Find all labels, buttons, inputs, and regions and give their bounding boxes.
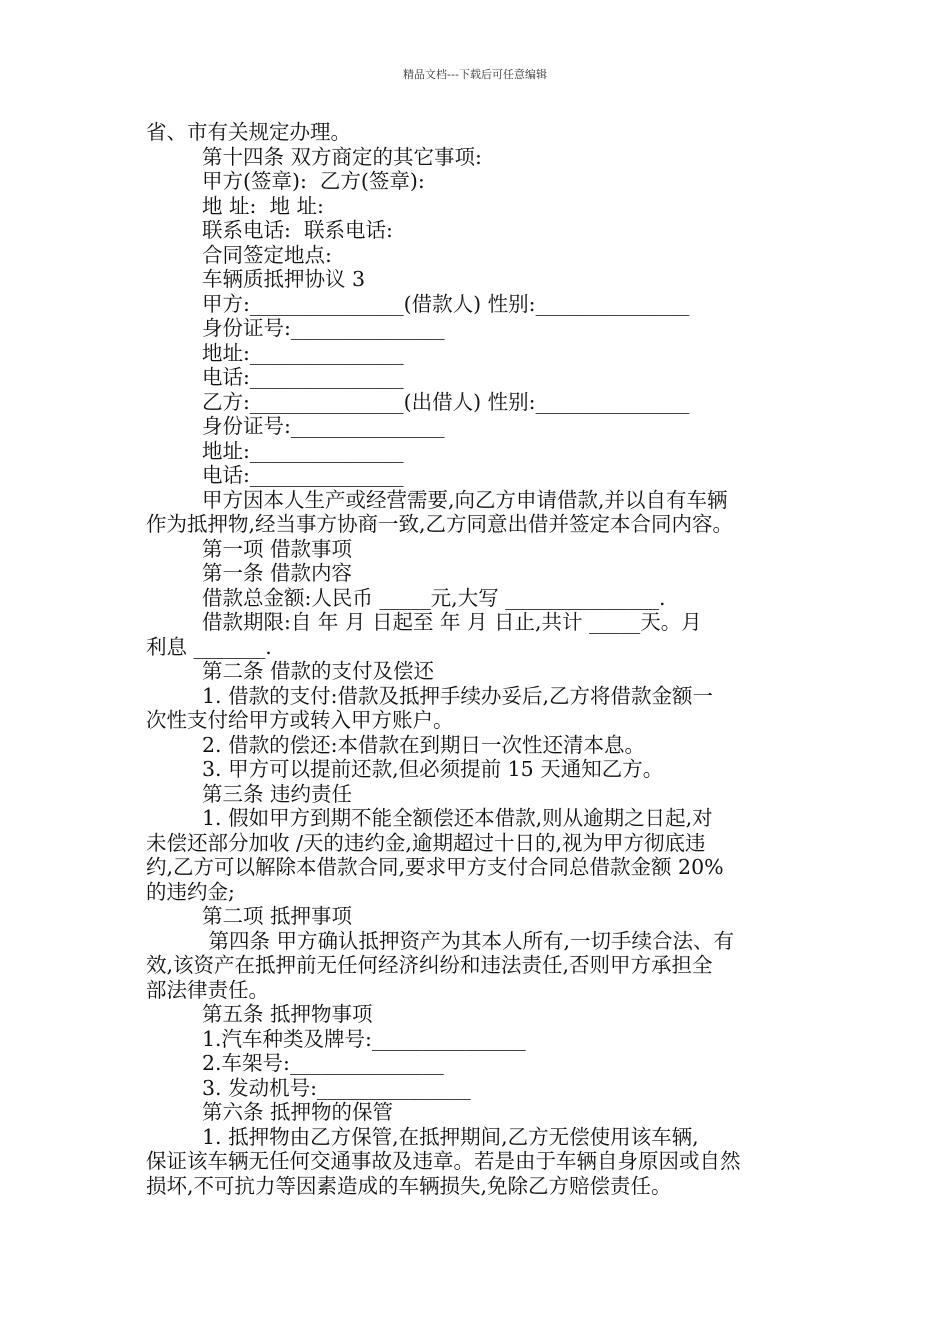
text-line: 省、市有关规定办理。 <box>146 120 351 144</box>
phone-line: 联系电话: 联系电话: <box>202 218 393 242</box>
party-a-phone-line: 电话:_______________ <box>202 365 404 389</box>
text-line: 利息 _______. <box>146 634 272 659</box>
text-line: 部法律责任。 <box>146 977 269 1002</box>
party-b-line: 乙方:_______________(出借人) 性别:_______________ <box>202 389 690 414</box>
text-line: 3. 甲方可以提前还款,但必须提前 15 天通知乙方。 <box>202 757 664 781</box>
party-b-phone-line: 电话:_______________ <box>202 463 404 487</box>
party-a-address-line: 地址:_______________ <box>202 340 404 365</box>
text-line: 2.车架号:_______________ <box>202 1051 444 1075</box>
text-line: 3. 发动机号:_______________ <box>202 1075 471 1100</box>
text-line: 作为抵押物,经当事方协商一致,乙方同意出借并签定本合同内容。 <box>146 512 734 536</box>
text-line: 1.汽车种类及牌号:_______________ <box>202 1026 526 1051</box>
text-line: 2. 借款的偿还:本借款在到期日一次性还清本息。 <box>202 732 645 757</box>
article-heading: 第一条 借款内容 <box>202 561 353 585</box>
text-line: 借款期限:自 年 月 日起至 年 月 日止,共计 _____天。月 <box>202 610 702 634</box>
text-line: 未偿还部分加收 /天的违约金,逾期超过十日的,视为甲方彻底违 <box>146 830 706 855</box>
page-header: 精品文档---下载后可任意编辑 <box>403 68 547 81</box>
party-a-id-line: 身份证号:_______________ <box>202 316 445 340</box>
text-line: 次性支付给甲方或转入甲方账户。 <box>146 708 454 732</box>
text-line: 第四条 甲方确认抵押资产为其本人所有,一切手续合法、有 <box>202 928 735 953</box>
article-heading: 第三条 违约责任 <box>202 781 353 806</box>
article-heading: 第十四条 双方商定的其它事项: <box>202 144 482 169</box>
document-body <box>146 120 806 1198</box>
section-heading: 第二项 抵押事项 <box>202 904 353 928</box>
party-b-id-line: 身份证号:_______________ <box>202 414 445 438</box>
signing-place-line: 合同签定地点: <box>202 242 332 267</box>
text-line: 1. 假如甲方到期不能全额偿还本借款,则从逾期之日起,对 <box>202 806 713 830</box>
signature-line: 甲方(签章): 乙方(签章): <box>202 169 425 193</box>
party-a-line: 甲方:_______________(借款人) 性别:_______________ <box>202 291 690 316</box>
article-heading: 第六条 抵押物的保管 <box>202 1100 394 1124</box>
text-line: 借款总金额:人民币 _____元,大写 _______________. <box>202 585 666 610</box>
text-line: 1. 抵押物由乙方保管,在抵押期间,乙方无偿使用该车辆, <box>202 1124 699 1149</box>
section-heading: 第一项 借款事项 <box>202 536 353 561</box>
address-line: 地 址: 地 址: <box>202 193 324 218</box>
article-heading: 第二条 借款的支付及偿还 <box>202 659 435 683</box>
agreement-title: 车辆质抵押协议 3 <box>202 267 366 291</box>
article-heading: 第五条 抵押物事项 <box>202 1002 373 1026</box>
text-line: 甲方因本人生产或经营需要,向乙方申请借款,并以自有车辆 <box>202 487 728 512</box>
text-line: 保证该车辆无任何交通事故及违章。若是由于车辆自身原因或自然 <box>146 1149 741 1173</box>
text-line: 效,该资产在抵押前无任何经济纠纷和违法责任,否则甲方承担全 <box>146 953 713 977</box>
text-line: 约,乙方可以解除本借款合同,要求甲方支付合同总借款金额 20% <box>146 855 724 879</box>
text-line: 损坏,不可抗力等因素造成的车辆损失,免除乙方赔偿责任。 <box>146 1173 672 1198</box>
party-b-address-line: 地址:_______________ <box>202 438 404 463</box>
text-line: 1. 借款的支付:借款及抵押手续办妥后,乙方将借款金额一 <box>202 683 713 708</box>
text-line: 的违约金; <box>146 879 235 904</box>
